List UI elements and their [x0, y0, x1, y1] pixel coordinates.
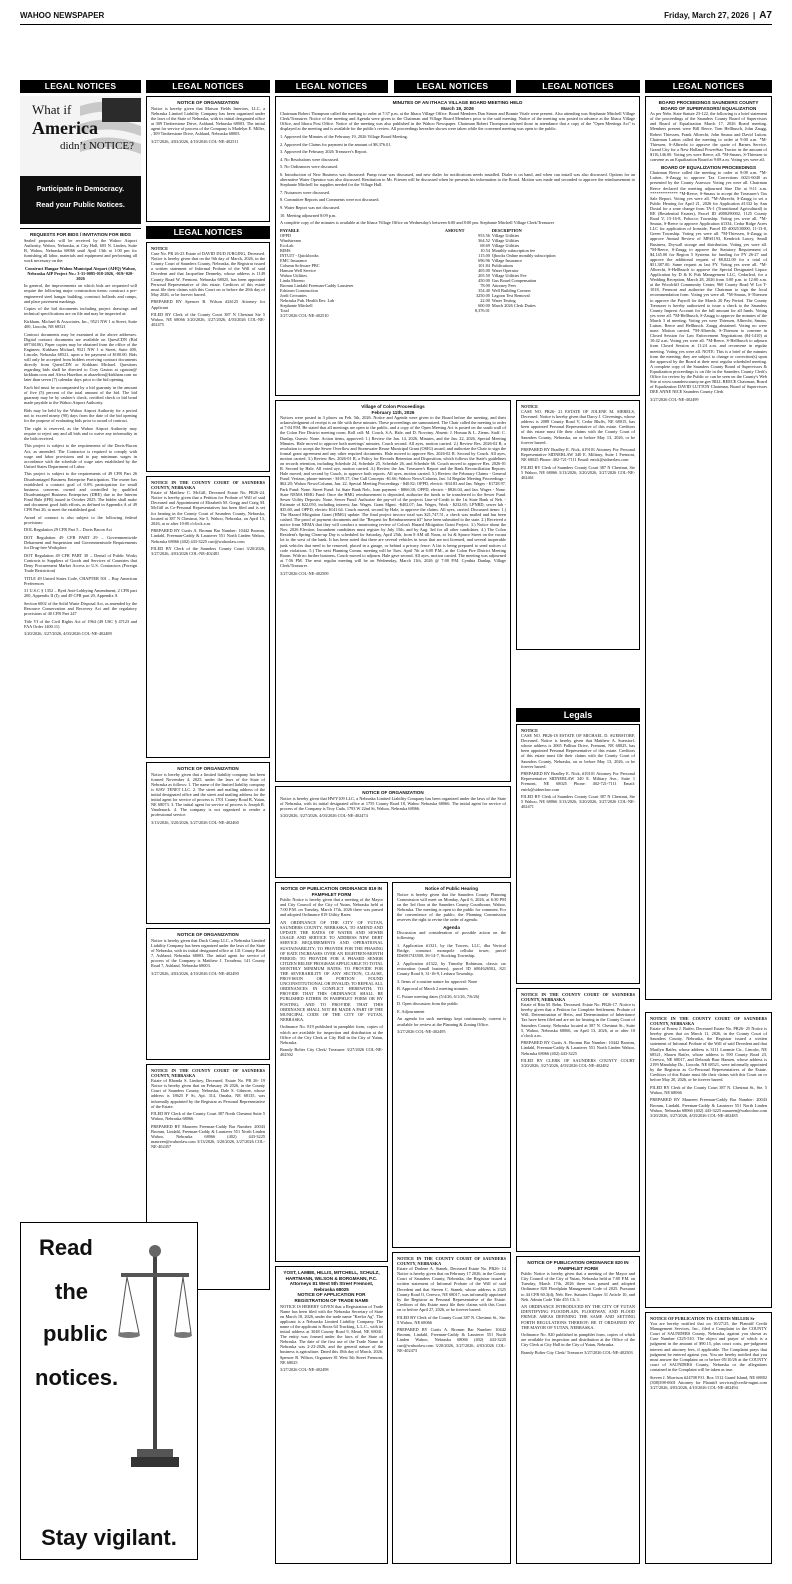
- notice-footer: 3/20/2026, 3/27/2026, 4/03/2026 COL-NE-402474: [280, 813, 368, 819]
- notice-body: Estate of Ernest J. Raifer, Deceased Estate No. PR26- 25 Notice is hereby given that on March 11, 2026, in the County Court of Saunders County, Nebraska, the Registrar issued a written statement of Informal Probate of the Will of said Decedent and that Marilyn Raifer, whose address is 3111 Laramie Cir., Lincoln, NE 68521, Shawn Raifer, whose address is 590 County Road 23, Ceresco, NE 68017, and Deborah Burr Hansen, whose address is 2199 Mandalay Dr., Lincoln, NE 68521, were informally appointed by the Registrar as Co-Personal Representatives of the Estate. Creditors of this Estate must file their claims with this Court on or before May 20, 2026, or be forever barred.: [650, 1026, 767, 1083]
- equalization-body: Chairman Reece called the meeting to order at 9:08 a.m. *M-Lutton, S-Zaugg to approve Tax Corrections 6021-6040 as presented by the County Assessor. Voting yes were all. Chairman Reece declared the meeting adjourned Sine Die at 9:11 a.m. ************* *M-Reece, S-Smaus to accept the Treasurer's Tax Sale Report. Voting yes were all. *M-Albrecht, S-Zaugg to set a Public Hearing for April 21, 2026 for Application #1332 by Ann Dostal for a zone change from TA-1 (Transitional Agricultural) to RE (Residential Estates), Parcel ID #000290002, 1125 County Road V, 15-16-8, Pohocco Township. Voting yes were all. *M-Smaus, S-Reece to approve Application #1334, Cedar Ridge Acres LLC for application of Ironside, Parcel ID #002510000, 11-13-8, Green Township. Voting yes were all. *M-Thiessen, S-Zaugg to approve Annual Review of MP#1193, Kendrick Lawry, Small Business, Drywall storage and distribution. Voting yes were all. *M-Reece, S-Zaugg to approve the Statutory Requirement of $4,145.00 for Region 5 Systems for funding for FY 26-27 and approve the additional request of $8,822.00 for a total of $51,387.00. Same request as last FY. Voting yes were all. *M-Albrecht, S-Hellbusch to approve the Special Designated Liquor Application by D & K Pub Management LLC, Cedarleaf, for a Wedding Reception, March 28, 2026 from 3:00 p.m. to 12:00 a.m. at the Woodcliff Community Center, 960 County Road W Lot T-1018, Fremont and authorize the Chairman to sign the local recommendation form. Voting yes were all. *M-Smaus, S-Thiessen to approve the Payroll for the March 20 Pay Period. The County Treasurer is hereby authorized to issue a check to the Saunders County Imprest Account for the full amount for all funds. Voting yes were all. *M-Hellbusch, S-Zaugg to approve the minutes of the March 3 rd meeting. Voting yes were Thiessen, Albrecht, Smaus, Lutton, Reece and Hellbusch. Zaugg abstained. Voting no were none. Motion carried. *M-Albrecht, S-Thiessen to convene in Closed Session for Law Enforcement Negotiations (84-1410) at 10:42 a.m. Voting yes were all. *M-Reece, S-Hellbusch to adjourn from Closed Session at 11:24 a.m. and reconvene in regular meeting. Voting yes were all. NOTE: This is a brief of the minutes from the meeting; they are subject to change or correction(s) upon the approval by the Board at their next regular scheduled meeting. A complete copy of the Saunders County Board of Supervisors & Equalization proceedings is on file in the Saunders County Clerk's Office for review by the Public or can be seen on the County's Web Site at www.saunderscounty.ne.gov BILL REECE Chairman, Board of Equalization DAVID LUTTON Chairman, Board of Supervisors DEE ANNE NICE Saunders County Clerk: [650, 170, 767, 395]
- notice-title: NOTICE: [521, 728, 538, 733]
- agenda-item: C. Future meeting dates (5/4/26, 6/1/26, 7/6/26): [397, 993, 480, 999]
- proceedings-body: Notices were posted in 3 places on Feb. 5th, 2026. Notice and Agenda were given to the Board before the meeting, and their acknowledgment of receipt is on file with these minutes. These proceedings are summarized. The Chair called the meeting to order at 7:04 P.M. He stated that all meetings are open to the public, and a copy of the Open Meeting Act is posted on the south wall of the Colon Fire District meeting room. Roll call: M. Couch, S.A. Hale, and D. Novotny. Absent: J. Homan & L. Ziems. Staff: C. Dunlap, Guests: None. Action items, approved: 1.) Review the Jan. 14, 2026, Minutes, and the Jan. 22, 2026, Special Meeting Minutes. Hale moved to approve both meetings' minutes, Couch second. All ayes, motion carried. 2.) Review Res. 2026-02 R, a resolution to accept the Sewer Overflow and Stormwater Reuse Municipal Grant (OSIG) award, and authorize the Chair to sign the formal grant agreement and any other required documents. Hale moved to approve Res. 2026-02 R. Second by Couch. All ayes, motion carried. 3.) Review Res. 2026-01 R, a Policy for Records Retention and Disposition, which follows the State's guidelines on records retention, including Schedule 24, Schedule 25, Schedule 26, and Schedule 66. Couch moved to approve Res. 2026-01 R. Second by Hale. All voted aye, motion carried. 4.) Review the Jan. Treasurer's Report and the Bank Reconciliation Reports. Hale moved, and second by Couch, to approve both reports. All ayes, motion carried. 5.) Review the February Claims - General Fund: Verizon, phone-internet - $109.17; One Call Concepts -$1.66; Wahoo News/Column, Jan. 14 Regular Meeting Proceedings - $62.20; Wahoo News/Column, Jan. 22, Special Meeting Proceedings - $40.82; OPPD, electric -$34.83 and Jan. Wages - $1728.97. Park Fund: None. Street Fund: 1st State Bank Neb., loan payment - $866.38; OPPD, electric - $826.04, and Jan. Wages - None. State NEMA HMG Fund: Once the HMG reimbursement is deposited, authorize the funds to be transferred to the Sewer Fund. Sewer Utility Deposits: None. Sewer Fund: Authorize the pay-off of the projects Line-of-Credit to the 1st State Bank of Neb. - Estimate of $22,050, including interest; Jan. Wages. Grant Mgmt. -$402.07; Jan. Wages, Work - $232.65; LPNRD, sewer lab - $35.60, and OPPD, electric $141.64. Couch moved, second by Hale, to approve the claims. All ayes, carried. Discussed items: 1.) The Hazard Mitigation Grant (HMG) update: The final project invoice total was $21,747.51, a check was mailed and has been cashed. The proof of payment documents and the "Request for Reimbursement #3" have been submitted to the state. 2.) Received a notice from NEMA that they will conduct a monitoring review of Colon's Hazard Mitigation Grant Project. 3.) Notice about the Nov. 2026 Election. Incumbent candidates must register by July 15th, and by Aug. 3rd for all other candidates. 4.) The Colon Resident's Spring Clean-up Day is scheduled for Saturday, April 25th, from 8 AM till Noon, at 1st & Spruce Street on the vacant lot to the west of the bank. It has been noted that there are several vehicles in town that are not licensed, and several inoperable junk vehicles that need to be removed, placed in a garage, or behind a privacy fence. A list is being prepared to send notices of code violations. 5.) The next Planning Comm. meeting will be Tues. April 7th at 6:00 P.M., at the Colon Fire District Meeting Room. With no further business, Couch moved to adjourn. Hale gave second. All ayes, motion carried. The meeting was adjourned at 7:56 PM. The next regular meeting will be on Wednesday, March 11th, 2026 @ 7:00 P.M. Cynthia Dunlap, Village Clerk/Treasurer.: [280, 415, 506, 568]
- minutes-closing: A complete copy of the minutes is available at the Ithaca Village Office on Wednesday's between 6:00 and 8:00 pm. Stephanie Mitchell Village Clerk/Treasurer: [280, 220, 555, 226]
- notice-filed-by: FILED BY Clerk of Saunders County Court 387 N Chestnut, Ste 5 Wahoo, NE 68066 3/13/2026, 3/20/2026, 3/27/2026 COL-NE-402461: [521, 465, 635, 481]
- hearing-body: Notice is hereby given that the Saunders County Planning Commission will meet on Monday, April 6, 2026, at 6:30 PM on the 3rd floor at the Saunders County Courthouse, Wahoo, Nebraska. The meeting is open to the public for comment. For the convenience of the public, the Planning Commission reserves the right to revise the order of agenda.: [397, 891, 506, 923]
- legal-notices-banner: LEGAL NOTICES: [275, 80, 388, 93]
- header-rule: [20, 24, 772, 25]
- proceedings-footer: 3/27/2026 COL-NE-402509: [280, 570, 329, 576]
- notice-filed-by: FILED BY Clerk of the County Court 387 N Chestnut Ste 5 Wahoo, NE 68066 3/20/2026, 3/27/2026, 4/03/2026 COL-NE-402475: [151, 312, 265, 328]
- notice-body: You are hereby notified that on 10/27/25, the Plaintiff Credit Management Services, Inc., filed a Complaint in the COUNTY Court of SAUNDERS County, Nebraska, against you shown as Case Number CI25-510. The object and prayer of which is a judgment in the amount of $90.15, plus court costs, pre-judgment interest and attorney fees, if applicable. The Complaint prays that judgment be entered against you. You are hereby notified that you must answer the Complaint on or before 05/10/26 at the COUNTY court of SAUNDERS County, Nebraska or the allegations contained in the Complaint will be taken as true.: [650, 1321, 767, 1372]
- notice-filed-by: FILED BY Clerk of Saunders County Court 387 N Chestnut, Ste 5 Wahoo, NE 68066 3/13/2026, 3/20/2026, 3/27/2026 COL-NE-402471: [521, 794, 635, 810]
- notice-filed-by: FILED BY Clerk of the Saunders County Court 3/20/2026, 3/27/2026, 4/03/2026 COL-NE-402481: [151, 546, 265, 557]
- legal-notices-banner: LEGAL NOTICES: [146, 80, 270, 93]
- claims-cell: Village Utilities Fee: [491, 272, 527, 278]
- claims-cell: Hanson Well Service: [280, 267, 317, 273]
- claims-cell: Attorney Fees: [491, 282, 517, 288]
- ad-word-public: public: [43, 1321, 108, 1346]
- minutes-body: Chairman Robert Thompson called the meeting to order at 7:37 p.m. at the Ithaca Village Office. Board Members Dan Simon and Bonnie Vitale were present. Also attending was Stephanie Mitchell Village Clerk/Treasurer. Notice of the meeting and Agenda were given to the Chairman and Village Board Members prior to the said meeting. Notice of the meeting was posted in advance at the Ithaca Village Office, and Ithaca Post Office. Notice of the meeting was also published in the Wahoo Newspaper. Chairman Robert Thompson advised those in attendance that a copy of the "Open Meetings Act" is displayed at the meeting and is available for the public's review. All proceedings hereafter shown were taken while the convened meeting was open to the public.: [280, 111, 635, 132]
- claims-cell: Village Utilities: [491, 232, 520, 238]
- trade-name-footer: 3/27/2026 COL-NE-402498: [280, 1367, 329, 1373]
- ordinance-tail: Ordinance No. 819 published in pamphlet form, copies of which are available for inspection and distribution at the Office of the City Clerk at City Hall in the City of Yutan, Nebraska.: [280, 1024, 383, 1045]
- legal-notices-banner: LEGAL NOTICES: [645, 80, 772, 93]
- claims-cell: Windstream: [280, 237, 301, 243]
- claims-cell: Wahoo Utilities: [280, 272, 307, 278]
- notice-prepared-by: PREPARED BY Curtis A. Bromm Bar Number: 10442 Bromm, Lindahl, Freeman-Caddy & Lausterer 551 North Linden Wahoo, Nebraska 68066 (402) 443-3225: [521, 1040, 635, 1056]
- notice-prepared-by: PREPARED BY Maureen Freeman-Caddy Bar Number: 20043 Bromm, Lindahl, Freeman-Caddy & Lausterer 551 North Linden Wahoo, Nebraska 68066 (402) 443-3225 maureen@wahoolaw.com 3/20/2026, 3/27/2026, 4/03/2026 COL-NE-402485: [650, 1097, 767, 1118]
- claims-cell: Village Utilities: [491, 237, 520, 243]
- agenda-item: 1. Application #1321, by the Towers, LLC, dba Vertical Bridge, construct monopole cellular tower, parcel ID#001743500, 36-14-7, Stocking Township.: [397, 942, 506, 959]
- claims-cell: Gus Board Compensation: [491, 277, 537, 283]
- claims-cell: Water Testing: [491, 297, 516, 303]
- legal-notices-banner: LEGAL NOTICES: [516, 80, 640, 93]
- ordinance-caps: AN ORDINANCE OF THE CITY OF YUTAN, SAUNDERS COUNTY, NEBRASKA, TO AMEND AND UPDATE THE RATES OF WATER AND SEWER USAGE AND SERVICE TO ADDRESS NEW DEBT SERVICE REQUIREMENTS AND OPERATIONAL SUSTAINABILITY; TO PROVIDE FOR THE PHASING OF RATE INCREASES OVER AN EIGHTEEN-MONTH PERIOD; TO PROVIDE FOR A PHASED SENIOR CITIZEN RELIEF PROGRAM APPLICABLE TO TOTAL MONTHLY MINIMUM RATES; TO PROVIDE FOR THE SEVERABILITY OF ANY SECTION, CLAUSE, PROVISION OR PORTION FOUND UNCONSTITUTIONAL OR INVALID; TO REPEAL ALL ORDINANCES IN CONFLICT HEREWITH; TO PROVIDE THAT THIS ORDINANCE SHALL BE PUBLISHED EITHER IN PAMPHLET FORM OR BY POSTING; AND TO PROVIDE THAT THIS ORDINANCE SHALL NOT BE MADE A PART OF THE MUNICIPAL CODE OF THE CITY OF YUTAN, NEBRASKA.: [280, 920, 383, 1022]
- notice-body: CASE NO. PR26- 21 ESTATE OF JOLENE M. SIEBELS, Deceased. Notice is hereby given that Darcy J. Clevenings, whose address is 2088 County Road V, Cedar Bluffs, NE 68015, has been appointed Personal Representative of this estate. Creditors of this estate must file their claims with the County Court of Saunders County, Nebraska, on or before May 13, 2026, or be forever barred.: [521, 409, 635, 445]
- notice-title: NOTICE IN THE COUNTY COURT OF SAUNDERS COUNTY, NEBRASKA: [151, 480, 265, 491]
- claims-cell: 101.84: [478, 262, 490, 268]
- bids-list-3: DOT Regulation 49 CFR PART 30 – Denial of Public Works Contracts to Suppliers of Goods and Services of Countries that Deny Procurement Market Access to U.S. Contractors (Foreign Trade Restriction): [24, 552, 137, 574]
- claims-cell: Well Building Corners: [491, 287, 531, 293]
- agenda-item: B. Approval of March 2 meeting minutes: [397, 986, 468, 992]
- ad-what-if: What if: [32, 102, 72, 117]
- claims-cell: 696.96: [478, 257, 490, 263]
- proceedings-title: Village of Colon Proceedings: [361, 404, 425, 409]
- notice-footer: 3/13/2026, 3/20/2026, 3/27/2026 COL-NE-402460: [151, 819, 239, 825]
- claims-cell: Column Software PBC: [280, 262, 320, 268]
- claims-cell: Monthly subscription fee: [491, 247, 536, 253]
- bids-list-4: TITLE 49 United States Code, CHAPTER 501 – Buy American Preferences: [24, 575, 137, 586]
- bids-list-2: DOT Regulation 49 CFR PART 29 – Governmentwide Debarment and Suspension and Governmentwide Requirements for Drug-free Workplace: [24, 534, 137, 551]
- notice-body: Estate of Rhonda S. Lindsey, Deceased. Estate No. PR 26- 19 Notice is hereby given that on February 26 2026, in the County Court of Saunders County, Nebraska, Dale S. Gilmore, whose address is 18625 F St, Apt. 314, Omaha, NE 68135, was informally appointed by the Registrar as Personal Representative of the Estate.: [151, 1078, 265, 1109]
- claims-cell: 8,376.01: [474, 307, 490, 313]
- notice-raifer-estate: [645, 1012, 772, 1308]
- notice-mcgill-estate: [146, 476, 270, 758]
- claims-cell: Linda Moreno: [280, 277, 305, 283]
- public-hearing-notice: [392, 882, 511, 1248]
- claims-cell: 354.40: [478, 287, 490, 293]
- law-firm: YOST, LAMBE, HILLIS, MITCHELL, SCHULZ, HARTMANN, WILSON & BORGMANN, P.C. Attorneys 81 West 5th Street Fremont, Nebraska 68025: [283, 1270, 380, 1292]
- public-notice-ad: [20, 96, 141, 224]
- hearing-title: Notice of Public Hearing: [424, 886, 479, 891]
- read-public-notices-ad: [20, 1222, 198, 1560]
- notice-title: NOTICE IN THE COUNTY COURT OF SAUNDERS COUNTY, NEBRASKA: [521, 992, 635, 1003]
- minutes-item: 10. Meeting adjourned 8:09 p.m.: [280, 212, 337, 218]
- claims-body: [280, 233, 635, 313]
- trade-name-notice: [275, 1266, 388, 1564]
- agenda-title: Agenda: [443, 924, 460, 930]
- claims-cell: Nebraska Pub. Health Env. Lab: [280, 297, 335, 303]
- board-body: As per Nebr. State Statute 23-122, the following is a brief statement of the proceedings of the Saunders County Board of Supervisors and Board of Equalization March 17, 2026 Board meeting. Members present were Bill Reece, Tom Hellbusch, John Zaugg, Robert Thiessen, Frank Albrecht, John Smaus and David Lutton. Chairman Lutton called the meeting to order at 9:00 a.m. *M-Thiessen, S-Albrecht to approve the quote of Barnes Service, Grand City for a New Holland PowerStar Tractor in the amount of $116,146.00. Voting yes were Reece, all. *M-Smaus, S-Thiessen to convene as an Equalization Board at 9:08 a.m. Voting yes were all.: [650, 111, 767, 163]
- claims-cell: Edstrom Construction: [280, 287, 318, 293]
- claims-cell: 3250.00: [475, 292, 490, 298]
- ithaca-minutes: [275, 96, 640, 396]
- ordinance-title: NOTICE OF PUBLICATION ORDINANCE 819 IN PAMPHLET FORM: [280, 886, 383, 897]
- minutes-item: 8. Committee Reports and Comments were not discussed.: [280, 197, 380, 203]
- bids-p10: Award of contract is also subject to the following federal provisions:: [24, 514, 137, 525]
- notice-body: Notice is hereby given that HWY109 LLC, a Nebraska Limited Liability Company has been organized under the laws of the State of Nebraska, with its initial designated office at 1755 County Road 18, Wahoo Nebraska 68066. The initial agent for service of process of the Company is Troy Cada, 1793 W 22nd St, Wahoo, Nebraska 68066.: [280, 795, 506, 811]
- minutes-item: 9. Water Report was not discussed.: [280, 205, 341, 210]
- ad-america: America: [32, 118, 98, 138]
- requests-for-bids: [20, 228, 141, 1218]
- ad-word-read: Read: [39, 1235, 93, 1260]
- trade-name-title: NOTICE OF APPLICATION FOR REGISTRATION OF TRADE NAME: [294, 1292, 369, 1303]
- agenda-intro: Discussion and consideration of possible action on the following:: [397, 930, 506, 941]
- claims-cell: Village Insurance: [491, 257, 523, 263]
- claims-cell: Stephanie Mitchell: [280, 302, 313, 308]
- ordinance-sign: Brandy Bolter City Clerk/ Treasurer 3/27/2026 COL-NE-402503: [521, 1350, 633, 1355]
- legal-notices-banner: LEGAL NOTICES: [20, 80, 141, 93]
- agenda-item: D. Open discussion from the public: [397, 1001, 459, 1007]
- minutes-item: 6. Introduction of New Business was discussed: Pump issue was discussed, and new dialer for notifications needs installed. Dialer is on hand, and when can install was also discussed. Options for an alternative Water Operator was also discussed. Restitution to Mr. Friesen will be discussed when he presents his information to the Board. Motion was made and seconded to approve the reimbursement to Stephanie Mitchell for supplies needed for the Village Hall.: [280, 172, 635, 188]
- claims-header-cell: DESCRIPTION: [491, 227, 522, 233]
- claims-cell: INTUIT - Quickbooks: [280, 252, 319, 258]
- claims-cell: 10.54: [480, 247, 490, 253]
- bids-list-7: Title VI of the Civil Rights Act of 1964 (49 USC § 47123 and FAA Order 1400.11): [24, 618, 137, 629]
- notice-sjav-tenet: [146, 762, 270, 924]
- claims-cell: 22.00: [480, 297, 490, 303]
- notice-hwy109: [275, 786, 511, 878]
- notice-jurging-estate: [146, 242, 270, 472]
- bids-p9: This project is subject to the requirements of 49 CFR Part 26 Disadvantaged Business Enterprise Participation. The owner has established a contract goal of 0.0% participation for small business concerns owned and controlled by qualified Disadvantaged Business Enterprises (DBE) due to the Interim Final Rule (IFR) issued in October 2025. The bidder shall make and document good faith efforts, as defined in Appendix A of 49 CFR Part 26, to meet the established goal.: [24, 471, 137, 513]
- notice-title: NOTICE OF PUBLICATION TO: CURTIS MILLER Sr: [650, 1316, 755, 1321]
- claims-cell: 953.56: [478, 232, 490, 238]
- minutes-item: 5. No Ordinances were discussed.: [280, 164, 339, 170]
- claims-table: [280, 228, 635, 313]
- hearing-closing: An agenda for such meetings kept continuously current is available for review at the Planning & Zoning Office.: [397, 1016, 506, 1027]
- notice-footer: 3/27/2026, 4/03/2026, 4/10/2026 COL-NE-402490: [151, 970, 239, 976]
- notice-title: NOTICE OF ORGANIZATION: [177, 932, 239, 937]
- notice-title: NOTICE OF ORGANIZATION: [177, 100, 239, 105]
- notice-body: Estate of Darlene A. Stanek, Deceased Estate No. PR26- 14 Notice is hereby given that on February 17 2026, in the County Court of Saunders County, Nebraska, the Registrar issued a written statement of Informal Probate of the Will of said Decedent and that Steven C. Stanek, whose address is 2325 County Road O, Ceresco, NE 68017, was informally appointed by the Registrar as Personal Representative of the Estate. Creditors of this Estate must file their claims with this Court on or before April 27, 2026, or be forever barred.: [397, 1266, 506, 1312]
- bids-project: Construct Hangar Wahoo Municipal Airport (AHQ) Wahoo, Nebraska AIP Project No.: 3-31-0085-018-2026, -019/-020-2026: [25, 265, 136, 281]
- notice-stanek-estate: [392, 1252, 511, 1564]
- notice-footer: 3/27/2026, 4/03/2026, 4/10/2026 COL-NE-402511: [151, 138, 239, 144]
- notice-prepared-by: PREPARED BY Bradley E. Nick, #19101 Attorney For Personal Representative SIDNERLAW 340 E. Military, Suite 1 Fremont, NE 68025 Phone: 402-721-7111 Email: enick@sidnerlaw.com: [521, 447, 635, 463]
- notice-signature: Steven J. Morrison #24708 P.O. Box 1512 Grand Island, NE 68802 (308)398-0601 Attorney for Plaintiff services@credit-mgmt.com 3/27/2026, 4/03/2026, 4/10/2026 COL-NE-402494: [650, 1374, 767, 1390]
- ordinance-title: NOTICE OF PUBLICATION ORDINANCE 820 IN PAMPHLET FORM: [527, 1260, 629, 1271]
- claims-cell: EMC Insurance: [280, 257, 308, 263]
- notice-prepared-by: PREPARED BY Curtis A. Bromm Bar Number: 10442 Bromm, Lindahl, Freeman-Caddy & Lausterer 551 North Linden Wahoo, Nebraska 68066 (402) 443-3225 curt@wahoolaw.com: [151, 528, 265, 544]
- ordinance-body: Public Notice is hereby given that a meeting of the Mayor and City Council of the City of Yutan, Nebraska held at 7:00 P.M. on Tuesday, March 17th, 2026 there was passed and adopted Ordinance 820 Floodplain Management Code of 2025. Pursuant to 44 CFR 60.3(d); Neb. Rev. Statutes Chapter 31 Article 10, and Neb. Admin Code Title 455 Ch. 1:: [521, 1271, 635, 1302]
- notice-title: NOTICE IN THE COUNTY COURT OF SAUNDERS COUNTY, NEBRASKA: [650, 1016, 767, 1027]
- trade-name-body: NOTICE IS HEREBY GIVEN that a Registration of Trade Name has been filed with the Nebraska Secretary of State on March 18, 2026, under the trade name "Keelor Ag". The applicant is a Nebraska Limited Liability Company. The name of the applicant is Roots 64 Trucking, L.L.C., with its initial address at 3048 County Road 9, Mead, NE 68041. The entity was formed under the laws of the State of Nebraska. The date of the first use of the Trade Name in Nebraska was 2-23-2026, and the general nature of the business is agriculture. Dated this 18th day of March, 2026. Spencer B. Wilson, Organizer 81 West 5th Street Fremont, NE 68025: [280, 1303, 383, 1365]
- notice-body: Notice is hereby given that a limited liability company has been formed November 4, 2025, under the laws of the State of Nebraska as follows: 1. The name of the limited liability company is SJAV TENET LLC. 2. The street and mailing address of the initial designated office and the street and mailing address for the initial agent for service of process is 1701 County Road B, Yutan, NE 68073. 3. The initial agent for service of process is Joseph R. Vandenack. 4. The company is not organized to render a professional service.: [151, 771, 265, 818]
- notice-title: NOTICE: [151, 246, 168, 251]
- claims-cell: EcoLab: [280, 242, 294, 248]
- notice-body: Notice is hereby given that Maison Fields Interiors, LLC, a Nebraska Limited Liability Company has been organized under the laws of the State of Nebraska, with its initial designated office at 309 Timberstone Drive, Ashland, Nebraska 68003. The initial agent for service of process of the Company is Madelyn E. Miller, , 309 Timberstone Drive, Ashland, Nebraska 68003.: [151, 105, 265, 137]
- ordinance-819-notice: [275, 882, 388, 1262]
- minutes-item: 3. Approved the February 2026 Treasurer's Report.: [280, 149, 368, 155]
- ad-word-notices: notices.: [35, 1365, 119, 1390]
- claims-cell: Village Utilities: [491, 242, 520, 248]
- ordinance-tail: Ordinance No. 820 published in pamphlet form, copies of which are available for inspection and distribution at the Office of the City Clerk at City Hall in the City of Yutan, Nebraska.: [521, 1332, 635, 1348]
- notice-title: NOTICE IN THE COUNTY COURT OF SAUNDERS COUNTY, NEBRASKA: [397, 1256, 506, 1267]
- notice-prepared-by: PREPARED BY Bradley E. Nick, #19101 Attorney For Personal Representative SIDNERLAW 340 E. Military Ave., Suite 1 Fremont, NE 68025 Phone: 402-721-7111 Email: enick@sidnerlaw.com: [521, 771, 635, 792]
- minutes-item: 1. Approved the Minutes of the February 19, 2026 Village Board Meeting.: [280, 134, 408, 140]
- minutes-footer: 3/27/2026 COL-NE-402510: [280, 312, 329, 318]
- minutes-title: MINUTES OF AN ITHACA VILLAGE BOARD MEETING HELD: [392, 100, 523, 105]
- legal-notices-banner: LEGAL NOTICES: [394, 80, 511, 93]
- claims-cell: 405.00: [478, 267, 490, 273]
- claims-header-cell: PAYABLE: [280, 227, 300, 233]
- notice-title: NOTICE OF ORGANIZATION: [177, 766, 239, 771]
- minutes-item: 2. Approved the Claims for payment in the amount of $8,376.01.: [280, 141, 392, 147]
- bids-address: Kirkham, Michael & Associates, Inc., 9521 NW 1 st Street, Suite 400, Lincoln, NE 68521: [24, 318, 137, 329]
- claims-cell: 600.00: [478, 302, 490, 308]
- notice-filed-by: FILED BY CLERK OF SAUNDERS COUNTY COURT 3/20/2026, 3/27/2026, 4/03/2026 COL-NE-402482: [521, 1058, 635, 1069]
- page-number: A7: [759, 9, 772, 21]
- ad-word-the: the: [55, 1279, 88, 1304]
- claims-cell: Total: [280, 307, 289, 313]
- claims-cell: 205.50: [478, 272, 490, 278]
- equalization-title: BOARD OF EQUALIZATION PROCEEDINGS: [660, 164, 757, 170]
- bids-list-1: DOL Regulation 29 CFR Part 5 – Davis Bacon Act: [24, 527, 112, 533]
- legals-banner: Legals: [516, 708, 640, 722]
- notice-prepared-by: PREPARED BY Spencer B. Wilson #26125 Attorney for Applicant: [151, 299, 265, 310]
- minutes-item: 4. No Resolutions were discussed.: [280, 156, 339, 162]
- issue-date: Friday, March 27, 2026: [664, 10, 749, 20]
- notice-filed-by: FILED BY Clerk of the County Court 387 North Chestnut Suite 5 Wahoo, Nebraska 68066: [151, 1111, 265, 1122]
- notice-rehn-estate: [516, 988, 640, 1252]
- colon-proceedings: [275, 400, 511, 782]
- ordinance-caps: AN ORDINANCE INTRODUCED BY THE CITY OF YUTAN IDENTIFYING FLOODPLAIN, FLOODWAY, AND FLOOD FRINGE AREAS DEFINING THE SAME AND SETTING FORTH REGULATIONS THEREOF; BE IT ORDAINED BY THE MAYOR OF YUTAN, NEBRASKA.: [521, 1304, 635, 1330]
- claims-cell: March 2026 Clerk Duties: [491, 302, 536, 308]
- agenda-item: 3. Items of a routine nature for approval: None: [397, 978, 478, 984]
- agenda-item: E. Adjournment: [397, 1008, 425, 1014]
- claims-cell: 78.00: [480, 282, 490, 288]
- claims-cell: OPPD: [280, 232, 291, 238]
- notice-suerstorf-estate: [516, 724, 640, 984]
- ad-slogan: Stay vigilant.: [41, 1525, 177, 1550]
- bids-p7: The right is reserved, as the Wahoo Airport Authority may require to reject any and all bids and to waive any informality in the bids received.: [24, 425, 137, 441]
- bids-p6: Bids may be held by the Wahoo Airport Authority for a period not to exceed ninety (90) days from the date of the bid opening for the purpose of evaluating bids prior to award of contract.: [24, 407, 137, 424]
- bids-p8: This project is subject to the requirements of the Davis-Bacon Act, as amended. The Contractor is required to comply with wage and labor provisions and to pay minimum wages in accordance with the schedule of wage rates established by the United States Department of Labor.: [24, 443, 137, 469]
- minutes-item: 7. Nuisances were discussed.: [280, 189, 330, 195]
- notice-curtis-miller: [645, 1312, 772, 1564]
- board-footer: 3/27/2026 COL-NE-402499: [650, 396, 699, 402]
- page-header: WAHOO NEWSPAPER Friday, March 27, 2026 | A7: [20, 9, 772, 21]
- notice-prepared-by: PREPARED BY Curtis A. Bromm Bar Number: 10442 Bromm, Lindahl, Freeman-Caddy & Lausterer 551 North Linden Wahoo, Nebraska 68066 (402) 443-3225 curt@wahoolaw.com 3/20/2026, 3/27/2026, 4/03/2026 COL-NE-402473: [397, 1327, 506, 1353]
- ordinance-820-notice: [516, 1256, 640, 1564]
- claims-cell: 450.00: [478, 277, 490, 283]
- claims-cell: Jordi Cervantes: [280, 292, 307, 298]
- notice-title: NOTICE: [521, 404, 538, 409]
- claims-cell: 68.69: [480, 242, 490, 248]
- bids-list-5: 31 U.S.C § 1352 – Byrd Anti-Lobbying Amendment; 2 CFR part 200, Appendix II (I); and 49 CFR part 20, Appendix A: [24, 588, 137, 599]
- claims-cell: Qbooks Online monthly subscription: [491, 252, 556, 258]
- board-title: BOARD PROCEEDINGS SAUNDERS COUNTY BOARD OF SUPERVISORS/ EQUALIZATION: [658, 100, 759, 111]
- notice-body: Case No. PR 26-23 Estate of DAVID DUD JURGING, Deceased. Notice is hereby given that on the 9th day of March, 2026, in the County Court of Saunders County, Nebraska, the Registrar issued a written statement of Informal Probate of the Will of said Decedent and that Jacqueline Dennehy, whose address is 1149 County Road W, Fremont, Nebraska 68025, has been appointed Personal Representative of this estate. Creditors of this estate must file their claims with this Court on or before the 20th day of May 2026, or be forever barred.: [151, 251, 265, 297]
- hearing-footer: 3/27/2026 COL-NE-402495: [397, 1029, 446, 1035]
- bids-p5: Each bid must be accompanied by a bid guaranty in the amount of five (5) percent of the total amount of the bid. The bid guaranty may be by cashier's check, certified check or bid bond made payable to the Wahoo Airport Authority.: [24, 385, 137, 406]
- claims-cell: Water Operator: [491, 267, 519, 273]
- claims-cell: RIMS: [280, 247, 291, 253]
- notice-body: Estate of Matthew C. McGill, Deceased Estate No. PR26-24. Notice is hereby given that a Petition for Probate of Will of said Deceased and Appointment of Elizabeth M. Gregg and Craig M. McGill as Co-Personal Representatives has been filed and is set for hearing in the County Court of Saunders County, Nebraska, located at 387 N Chestnut, Ste 5, Wahoo, Nebraska, on April 13, 2026, at or after 10:00 o'clock a.m.: [151, 490, 265, 526]
- notice-prepared-by: PREPARED BY Maureen Freeman-Caddy Bar Number: 20043 Bromm, Lindahl, Freeman-Caddy & Lausterer 551 North Linden Wahoo, Nebraska 68066 (402) 443-3225 maureen@wahoolaw.com 3/13/2026, 3/20/2026, 3/27/2026 COL-NE-402457: [151, 1123, 265, 1150]
- claims-cell: 364.52: [478, 237, 490, 243]
- claims-header-cell: AMOUNT: [444, 227, 465, 233]
- notice-body: Notice is hereby given that Duck Camp LLC, a Nebraska Limited Liability Company has been organized under the laws of the State of Nebraska, with its initial designated office at 141 County Road 7, Ashland, Nebraska 68003. The initial agent for service of process of the Company is Matthew J. Troudeau, 141 County Road 7, Ashland, Nebraska 68003.: [151, 937, 265, 969]
- notice-filed-by: FILED BY Clerk of the County Court 387 N. Chestnut St., Ste. 5 Wahoo, NE 68066: [650, 1084, 767, 1095]
- claims-cell: Bromm Lindahl Freeman-Caddy Lausterer: [280, 282, 354, 288]
- bids-list-6: Section 6002 of the Solid Waste Disposal Act, as amended by the Resource Conservation and Recovery Act and the regulatory provisions of 40 CFR Part 247: [24, 601, 137, 617]
- scales-of-justice-icon: [117, 1243, 193, 1483]
- notice-duck-camp: [146, 928, 270, 1060]
- bids-p2: In general, the improvements on which bids are requested will require the following major construction items: construct a pre-engineered steel hangar building, construct bollards and ramps, and place pavement markings.: [24, 283, 137, 304]
- legal-notices-banner: LEGAL NOTICES: [146, 226, 270, 239]
- ad-didnt-notice: didn’t NOTICE?: [60, 140, 135, 152]
- notice-filed-by: FILED BY Clerk of the County Court 387 N. Chestnut St., Ste. 5 Wahoo, NE 68066: [397, 1314, 506, 1325]
- claims-cell: Publications: [491, 262, 514, 268]
- notice-siebels-estate: [516, 400, 640, 650]
- bids-p3: Copies of the bid documents including project drawings and technical specifications are on file and may be inspected at:: [24, 306, 137, 317]
- ordinance-body: Public Notice is hereby given that a meeting of the Mayor and City Council of the City of Yutan, Nebraska held at 7:00 P.M. on Tuesday, March 17th, 2026 there was passed and adopted Ordinance 819 Utility Rates:: [280, 897, 383, 918]
- ordinance-sign: Brandy Bolter City Clerk/ Treasurer 3/27/2026 COL-NE-402502: [280, 1047, 383, 1058]
- claims-cell: 115.00: [478, 252, 490, 258]
- bids-p4: Contract documents may be examined at the above addresses. Digital contract documents are available on QuestCDN (Bid #9736106). Paper copies may be obtained from the office of the Engineer, Kirkham Michael, 9521 NW 1 st Street, Suite 400, Lincoln, Nebraska 68521, upon a fee payment of $100.00. Bids will only be accepted from bidders receiving contract documents directly from QuestCDN or Kirkham Michael. Questions regarding bids shall be directed to Cory Gaston at cgaston@ kirkham.com and Alexa Hazelton at ahazelton@kirkham.com no later than seven (7) calendar days prior to the bid opening.: [24, 331, 137, 383]
- minutes-date: March 19, 2026: [441, 105, 474, 111]
- notice-maison-fields: [146, 96, 270, 222]
- ad-line-read: Read your Public Notices.: [36, 200, 125, 209]
- ad-line-participate: Participate in Democracy.: [36, 184, 125, 193]
- board-proceedings: [645, 96, 772, 1000]
- newspaper-name: WAHOO NEWSPAPER: [20, 10, 105, 20]
- agenda-item: 2. Application #1322, by Timothy Robinson, classic car restoration (small business), parcel ID #004626502, 821 County Road S, 31-16-9, Leshara Township.: [397, 960, 506, 976]
- notice-title: NOTICE IN THE COUNTY COURT OF SAUNDERS COUNTY, NEBRASKA: [151, 1068, 265, 1079]
- bids-p1: Sealed proposals will be received by the Wahoo Airport Authority, Wahoo, Nebraska, at City Hall, 605 N. Linden, Suite B, Wahoo, Nebraska 68066 until April 13th at 1:00 pm for furnishing all labor, materials and equipment and performing all work necessary on the:: [24, 237, 137, 263]
- bids-title: REQUESTS FOR BIDS / INVITATION FOR BIDS: [30, 232, 131, 237]
- notice-body: Estate of Rita M. Rehn, Deceased. Estate No. PR26-17. Notice is hereby given that a Petition for Complete Settlement, Probate of Will, Determination of Heirs, and Determination of Inheritance Tax have been filed and are set for hearing in the County Court of Saunders County, Nebraska located at 387 N. Chestnut St., Suite 5, Wahoo, Nebraska 68066, on April 13, 2026, at or after 10 o'clock a.m.: [521, 1002, 635, 1038]
- proceedings-date: February 11th, 2026: [371, 409, 415, 415]
- claims-cell: Lagoon Test Removal: [491, 292, 530, 298]
- notice-body: CASE NO. PR26-18 ESTATE OF MICHAEL D. SUERSTORF, Deceased. Notice is hereby given that Matthew A. Suerstorf, whose address is 2065 Pallisar Drive, Fremont, NE 68025, has been appointed Personal Representative of this estate. Creditors of this estate must file their claims with the County Court of Saunders County, Nebraska, on or before May 13, 2026, or be forever barred.: [521, 733, 635, 769]
- bids-footer: 3/20/2026, 3/27/2026, 4/03/2026 COL-NE-402489: [24, 631, 112, 637]
- notice-title: NOTICE OF ORGANIZATION: [362, 790, 424, 795]
